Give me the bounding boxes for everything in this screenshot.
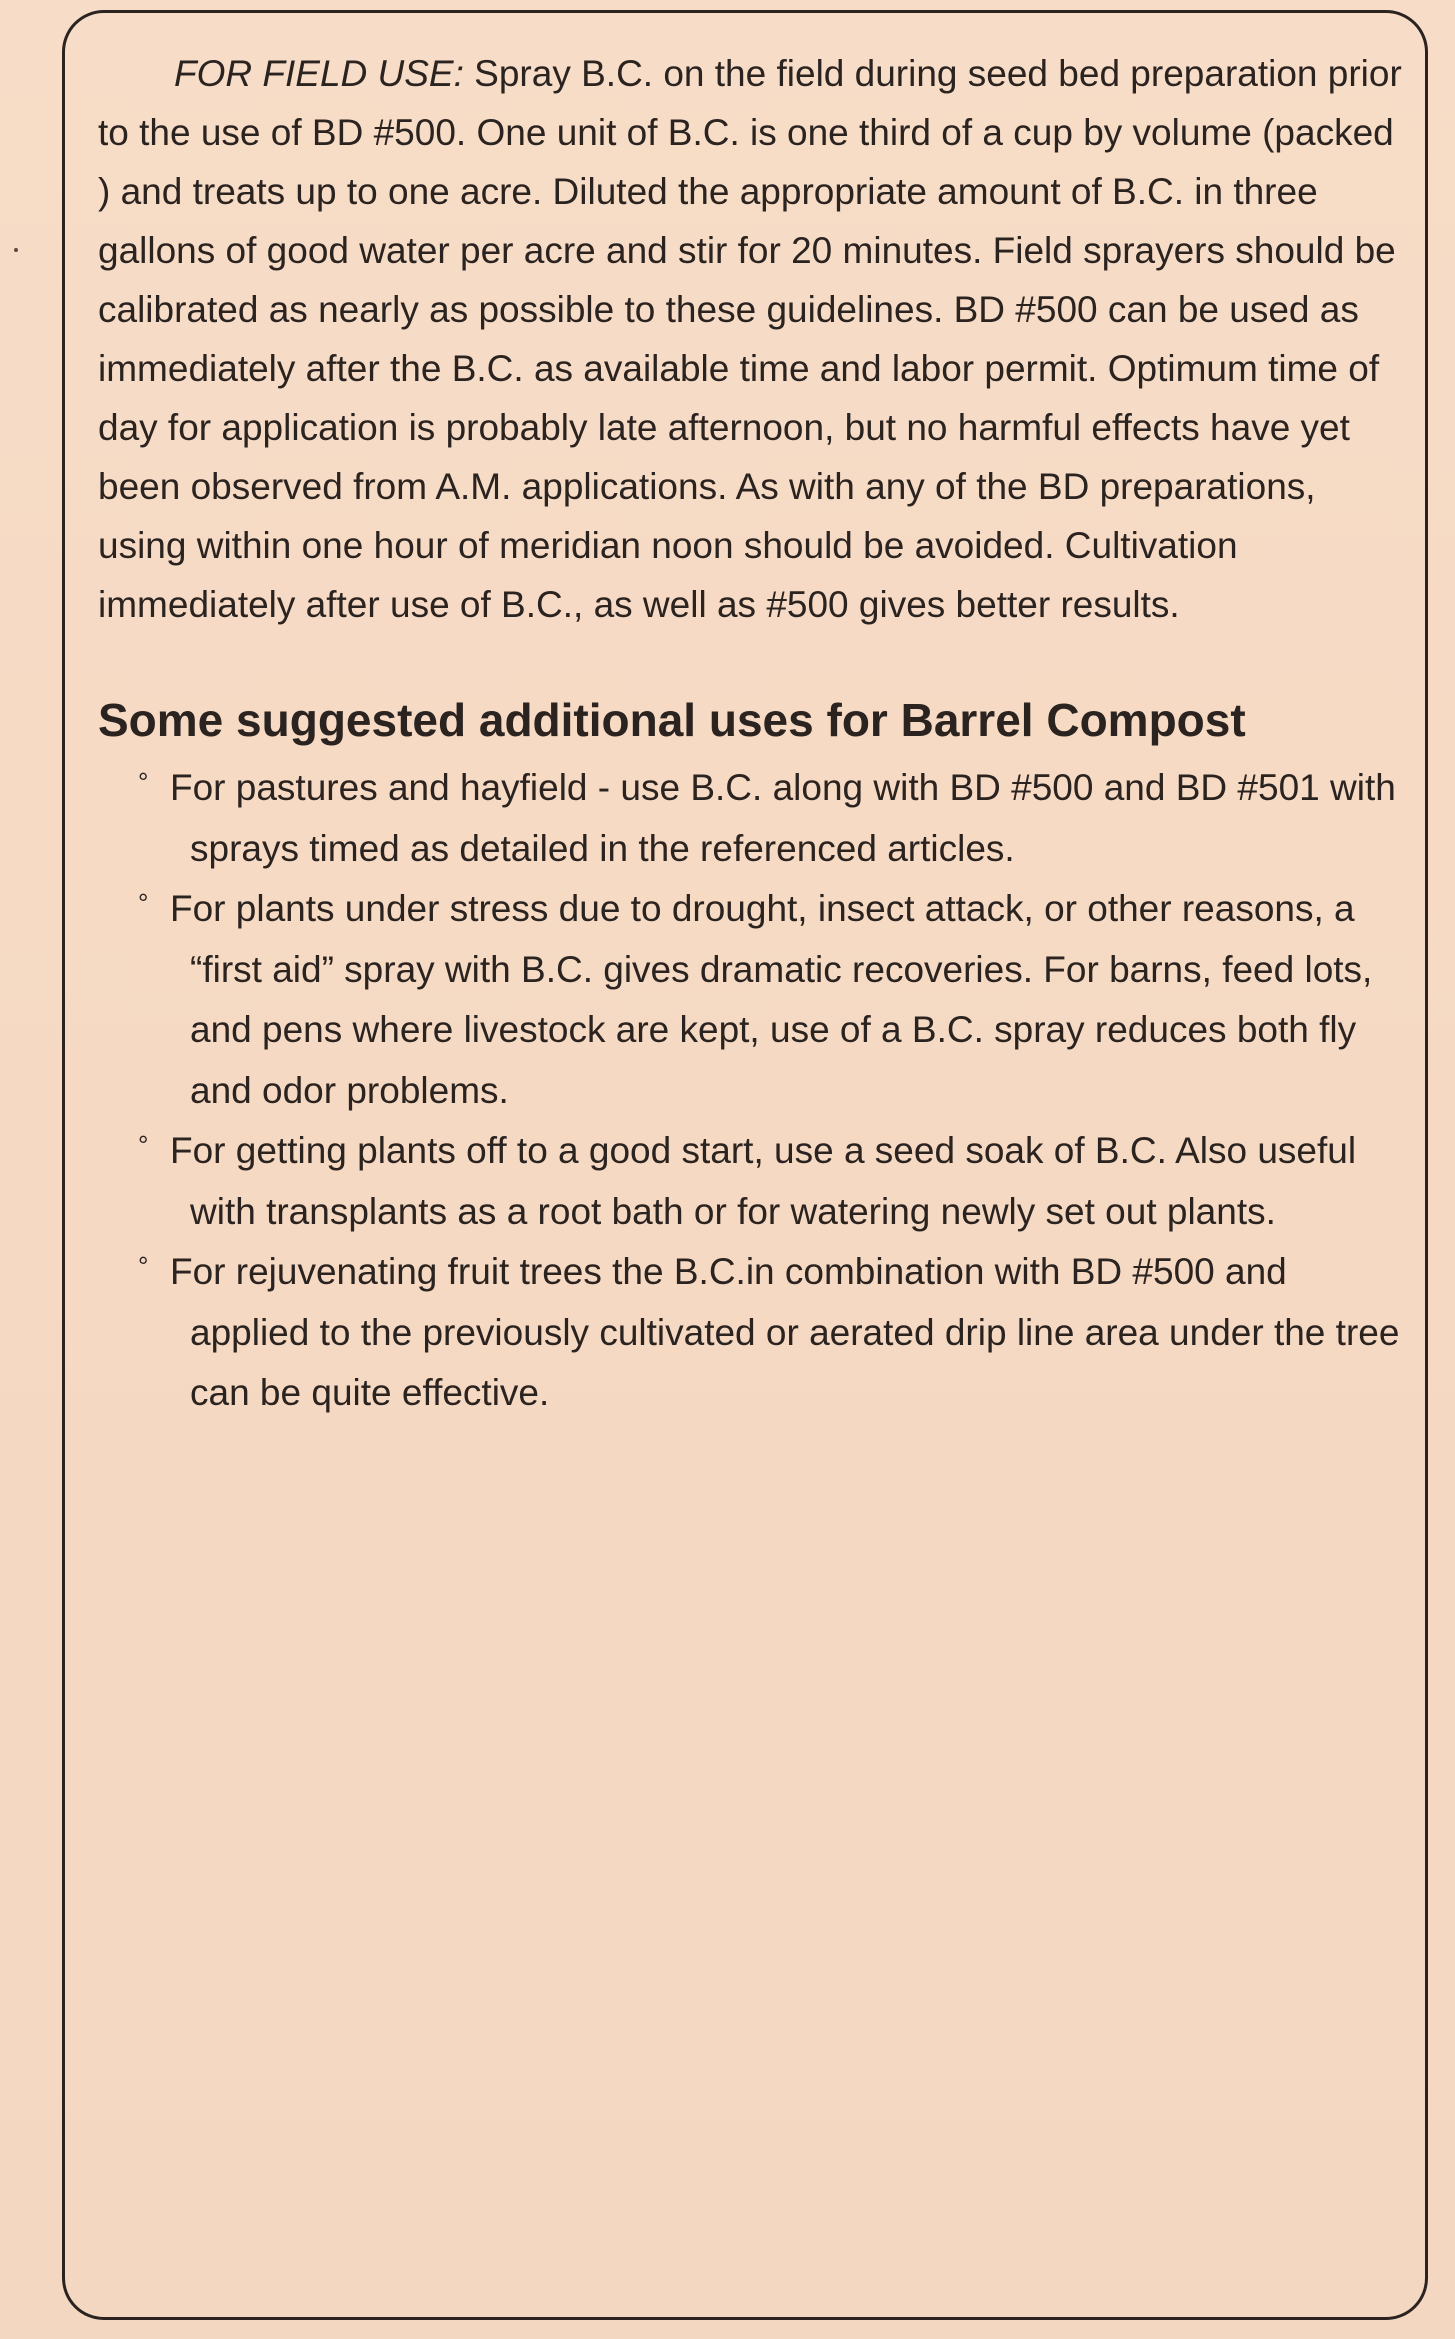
bullet-icon: ° [138,888,149,918]
list-item [98,879,1408,1121]
list-item [98,1242,1408,1424]
field-use-lead: FOR FIELD USE: [174,53,464,94]
uses-heading: Some suggested additional uses for Barrel Compost [98,694,1246,746]
stray-ink-dot [14,248,18,252]
list-item [98,758,1408,879]
page-content [98,44,1408,1424]
bullet-icon: ° [138,1130,149,1160]
uses-list [98,758,1408,1424]
list-item-text: For pastures and hayfield - use B.C. along with BD #500 and BD #501 with sprays timed as detailed in the referenced articles. [170,767,1396,869]
list-item-text: For plants under stress due to drought, insect attack, or other reasons, a “first aid” spray with B.C. gives dramatic recoveries. For barns, feed lots, and pens where livestock are kept, use of a B.C. spray reduces both fly and odor problems. [170,888,1373,1111]
bullet-icon: ° [138,1251,149,1281]
list-item-text: For getting plants off to a good start, use a seed soak of B.C. Also useful with transplants as a root bath or for watering newly set out plants. [170,1130,1357,1232]
field-use-paragraph [98,44,1408,634]
list-item-text: For rejuvenating fruit trees the B.C.in combination with BD #500 and applied to the previously cultivated or aerated drip line area under the tree can be quite effective. [170,1251,1400,1413]
field-use-text: Spray B.C. on the field during seed bed preparation prior to the use of BD #500. One unit of B.C. is one third of a cup by volume (packed ) and treats up to one acre. Diluted the appropriate amount of B.C. in three gallons of good water per acre and stir for 20 minutes. Field sprayers should be calibrated as nearly as possible to these guidelines. BD #500 can be used as immediately after the B.C. as available time and labor permit. Optimum time of day for application is probably late afternoon, but no harmful effects have yet been observed from A.M. applications. As with any of the BD preparations, using within one hour of meridian noon should be avoided. Cultivation immediately after use of B.C., as well as #500 gives better results. [98,53,1402,625]
bullet-icon: ° [138,767,149,797]
list-item [98,1121,1408,1242]
